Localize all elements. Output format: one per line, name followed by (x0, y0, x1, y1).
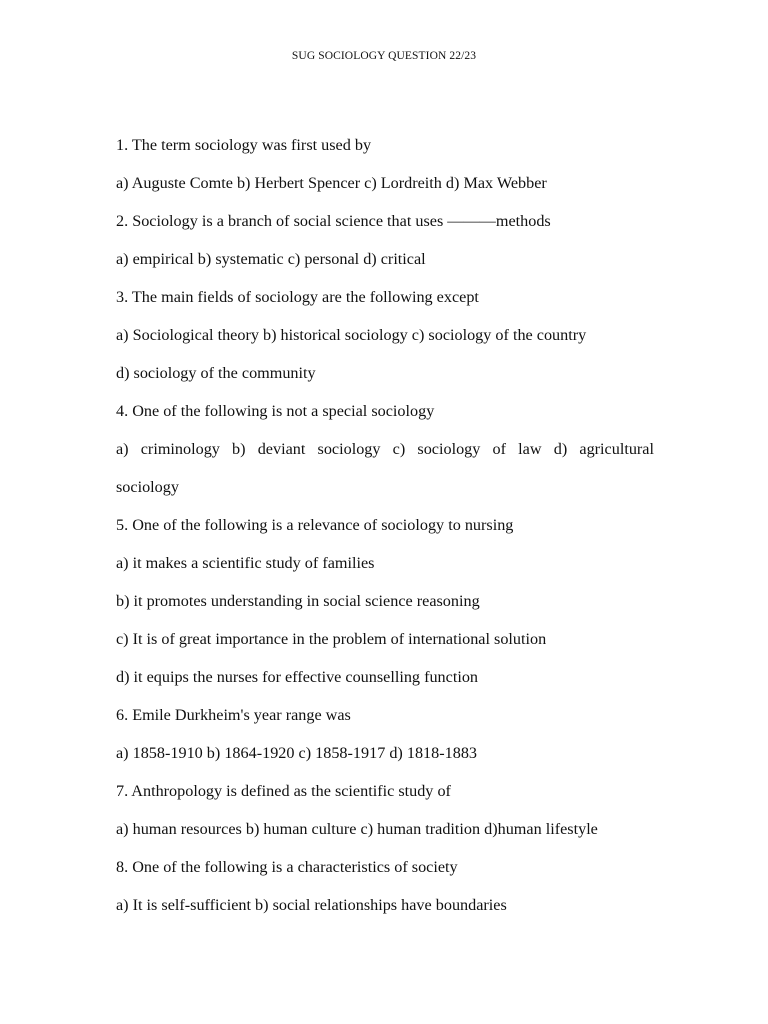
question-5: 5. One of the following is a relevance of sociology to nursing (116, 516, 514, 534)
options-4a: a) criminology b) deviant sociology c) sociology of law d) agricultural (116, 440, 654, 458)
question-body (116, 131, 654, 929)
question-4: 4. One of the following is not a special sociology (116, 402, 435, 420)
question-6: 6. Emile Durkheim's year range was (116, 706, 351, 724)
question-7: 7. Anthropology is defined as the scientific study of (116, 782, 451, 800)
options-6: a) 1858-1910 b) 1864-1920 c) 1858-1917 d) 1818-1883 (116, 744, 478, 762)
question-3: 3. The main fields of sociology are the following except (116, 288, 479, 306)
question-8: 8. One of the following is a characteristics of society (116, 858, 458, 876)
document-header: SUG SOCIOLOGY QUESTION 22/23 (291, 50, 477, 62)
options-3b: d) sociology of the community (116, 364, 316, 382)
option-5d: d) it equips the nurses for effective counselling function (116, 668, 479, 686)
options-1: a) Auguste Comte b) Herbert Spencer c) Lordreith d) Max Webber (116, 174, 547, 192)
options-4b: sociology (116, 478, 179, 496)
options-2: a) empirical b) systematic c) personal d) critical (116, 250, 426, 268)
options-8: a) It is self-sufficient b) social relationships have boundaries (116, 896, 507, 914)
option-5c: c) It is of great importance in the problem of international solution (116, 630, 547, 648)
options-3a: a) Sociological theory b) historical sociology c) sociology of the country (116, 326, 587, 344)
question-1: 1. The term sociology was first used by (116, 136, 372, 154)
option-5b: b) it promotes understanding in social science reasoning (116, 592, 480, 610)
question-2: 2. Sociology is a branch of social science that uses ———methods (116, 212, 551, 230)
options-7: a) human resources b) human culture c) human tradition d)human lifestyle (116, 820, 598, 838)
option-5a: a) it makes a scientific study of families (116, 554, 375, 572)
